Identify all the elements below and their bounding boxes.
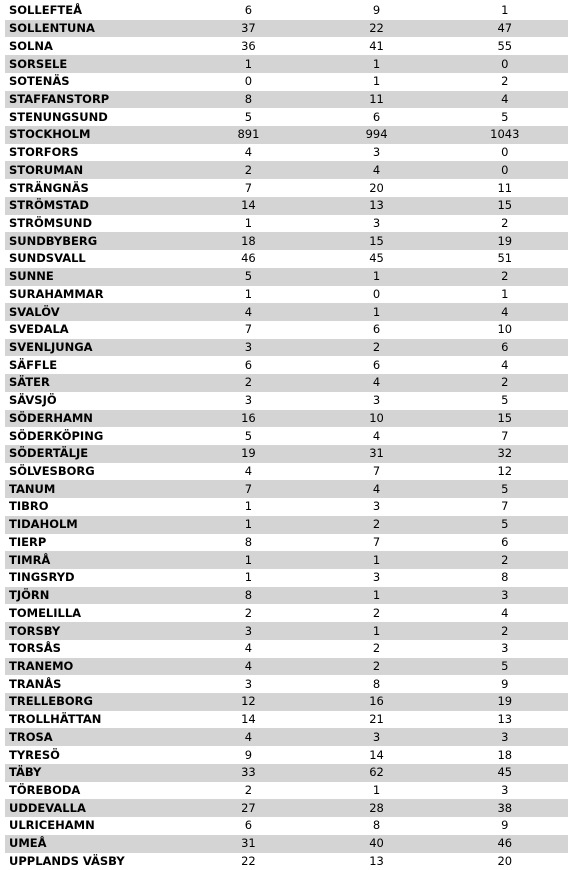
municipality-name-cell: TRELLEBORG [5,693,183,711]
table-row [5,853,568,870]
municipality-name-cell: UPPLANDS VÄSBY [9,853,125,868]
table-row [5,640,568,658]
value-cell-1: 7 [185,480,311,498]
table-row [5,445,568,463]
value-cell-1: 2 [244,605,253,620]
value-cell-1: 6 [244,3,253,18]
table-row [5,20,568,38]
municipality-name-cell: SOTENÄS [9,74,70,89]
value-cell-1: 5 [244,428,253,443]
value-cell-2: 4 [313,161,439,179]
municipality-name-cell: TIERP [9,534,47,549]
table-row [5,728,568,746]
value-cell-1: 7 [244,180,253,195]
value-cell-1: 4 [185,658,311,676]
value-cell-2: 3 [372,499,381,514]
table-row [5,215,568,233]
municipality-name-cell: SORSELE [5,55,183,73]
municipality-name-cell: SVENLJUNGA [5,339,183,357]
value-cell-3: 2 [442,622,568,640]
value-cell-1: 1 [244,570,253,585]
value-cell-3: 2 [501,215,509,230]
value-cell-1: 3 [244,393,253,408]
value-cell-1: 37 [185,20,311,38]
value-cell-3: 51 [497,251,513,266]
table-row [5,480,568,498]
value-cell-1: 46 [241,251,256,266]
value-cell-2: 20 [369,180,384,195]
value-cell-3: 45 [442,764,568,782]
value-cell-3: 55 [497,38,513,53]
municipality-name-cell: TÖREBODA [9,782,81,797]
value-cell-2: 3 [372,393,381,408]
municipality-name-cell: STRÖMSTAD [5,197,183,215]
municipality-name-cell: STRÖMSUND [9,215,92,230]
value-cell-1: 16 [185,410,311,428]
value-cell-3: 4 [442,303,568,321]
value-cell-1: 27 [185,799,311,817]
value-cell-3: 4 [501,605,509,620]
value-cell-2: 2 [313,516,439,534]
value-cell-2: 4 [313,480,439,498]
value-cell-1: 14 [185,197,311,215]
municipality-name-cell: TIMRÅ [5,551,183,569]
table-row [5,144,568,162]
value-cell-2: 1 [313,587,439,605]
value-cell-1: 1 [244,215,253,230]
value-cell-1: 1 [185,516,311,534]
municipality-name-cell: SOLLEFTEÅ [9,3,83,18]
table-row [5,91,568,109]
municipality-name-cell: TORSBY [5,622,183,640]
table-row [5,161,568,179]
table-row [5,799,568,817]
value-cell-2: 6 [372,109,381,124]
municipality-name-cell: ULRICEHAMN [9,818,95,833]
municipality-name-cell: STENUNGSUND [9,109,108,124]
value-cell-1: 8 [185,91,311,109]
municipality-name-cell: SÖDERKÖPING [9,428,104,443]
table-row [5,534,568,552]
value-cell-2: 1 [313,622,439,640]
value-cell-1: 4 [244,145,253,160]
municipality-name-cell: SÖDERHAMN [5,410,183,428]
table-row [5,782,568,800]
value-cell-3: 13 [497,712,513,727]
municipality-name-cell: UMEÅ [5,835,183,853]
municipality-name-cell: SUNDBYBERG [5,232,183,250]
value-cell-3: 3 [501,641,509,656]
value-cell-2: 3 [372,145,381,160]
value-cell-1: 8 [185,587,311,605]
value-cell-3: 32 [442,445,568,463]
municipality-name-cell: TÄBY [5,764,183,782]
value-cell-1: 5 [244,109,253,124]
table-row [5,339,568,357]
municipality-name-cell: TRANÅS [9,676,62,691]
value-cell-2: 7 [372,464,381,479]
table-row [5,658,568,676]
value-cell-3: 1 [501,3,509,18]
value-cell-2: 22 [313,20,439,38]
value-cell-2: 28 [313,799,439,817]
municipality-name-cell: TRANEMO [5,658,183,676]
value-cell-2: 1 [313,268,439,286]
value-cell-3: 2 [501,74,509,89]
value-cell-2: 9 [372,3,381,18]
table-row [5,498,568,516]
value-cell-3: 7 [501,428,509,443]
value-cell-3: 10 [497,322,513,337]
value-cell-2: 14 [369,747,384,762]
table-row [5,427,568,445]
table-row [5,73,568,91]
value-cell-3: 15 [442,197,568,215]
value-cell-2: 10 [313,410,439,428]
value-cell-3: 38 [442,799,568,817]
value-cell-1: 36 [241,38,256,53]
value-cell-1: 6 [244,357,253,372]
value-cell-1: 3 [244,676,253,691]
value-cell-2: 4 [372,428,381,443]
value-cell-1: 1 [244,499,253,514]
value-cell-1: 891 [185,126,311,144]
value-cell-3: 7 [501,499,509,514]
table-row [5,463,568,481]
value-cell-2: 15 [313,232,439,250]
value-cell-3: 5 [501,393,509,408]
value-cell-2: 7 [372,534,381,549]
municipality-name-cell: TANUM [5,480,183,498]
table-row [5,126,568,144]
municipality-name-cell: SOLNA [9,38,53,53]
table-row [5,232,568,250]
municipality-name-cell: TIDAHOLM [5,516,183,534]
value-cell-3: 1043 [442,126,568,144]
value-cell-2: 8 [372,676,381,691]
municipality-name-cell: STRÄNGNÄS [9,180,89,195]
value-cell-3: 19 [442,232,568,250]
value-cell-1: 19 [185,445,311,463]
value-cell-2: 3 [372,570,381,585]
municipality-name-cell: TINGSRYD [9,570,75,585]
value-cell-3: 20 [497,853,513,868]
value-cell-2: 6 [372,357,381,372]
municipality-name-cell: STAFFANSTORP [5,91,183,109]
value-cell-3: 46 [442,835,568,853]
value-cell-3: 47 [442,20,568,38]
value-cell-2: 13 [369,853,384,868]
value-cell-3: 5 [442,480,568,498]
municipality-name-cell: SVALÖV [5,303,183,321]
value-cell-2: 1 [313,551,439,569]
value-cell-1: 31 [185,835,311,853]
table-row [5,835,568,853]
municipality-name-cell: TORSÅS [9,641,61,656]
value-cell-2: 3 [313,728,439,746]
municipality-name-cell: SÖDERTÄLJE [5,445,183,463]
table-row [5,356,568,374]
table-row [5,55,568,73]
value-cell-2: 1 [313,55,439,73]
table-row [5,392,568,410]
value-cell-2: 4 [313,374,439,392]
value-cell-3: 0 [501,145,509,160]
value-cell-1: 0 [244,74,253,89]
value-cell-1: 9 [244,747,253,762]
value-cell-3: 19 [442,693,568,711]
value-cell-1: 1 [185,55,311,73]
table-row [5,569,568,587]
municipality-table [5,2,568,870]
value-cell-3: 0 [442,55,568,73]
table-body [5,2,568,870]
value-cell-3: 12 [497,464,513,479]
value-cell-3: 2 [442,551,568,569]
municipality-name-cell: SÖLVESBORG [9,464,95,479]
value-cell-1: 4 [244,464,253,479]
value-cell-1: 33 [185,764,311,782]
value-cell-1: 14 [241,712,256,727]
value-cell-2: 6 [372,322,381,337]
table-row [5,286,568,304]
value-cell-3: 6 [442,339,568,357]
value-cell-2: 21 [369,712,384,727]
value-cell-3: 3 [442,587,568,605]
table-row [5,268,568,286]
value-cell-3: 3 [501,782,509,797]
value-cell-3: 2 [442,268,568,286]
value-cell-3: 4 [501,357,509,372]
value-cell-1: 1 [244,286,253,301]
municipality-name-cell: TIBRO [9,499,49,514]
municipality-name-cell: SVEDALA [9,322,69,337]
value-cell-3: 3 [442,728,568,746]
value-cell-2: 1 [372,74,381,89]
table-row [5,622,568,640]
table-row [5,675,568,693]
table-row [5,551,568,569]
value-cell-1: 4 [185,728,311,746]
value-cell-2: 1 [372,782,381,797]
table-row [5,516,568,534]
municipality-name-cell: TJÖRN [5,587,183,605]
value-cell-2: 2 [313,658,439,676]
value-cell-3: 5 [442,516,568,534]
value-cell-3: 9 [501,818,509,833]
value-cell-1: 2 [185,374,311,392]
value-cell-3: 2 [442,374,568,392]
table-row [5,374,568,392]
value-cell-2: 13 [313,197,439,215]
table-row [5,2,568,20]
table-row [5,604,568,622]
value-cell-2: 3 [372,215,381,230]
value-cell-2: 2 [313,339,439,357]
value-cell-2: 1 [313,303,439,321]
value-cell-2: 62 [313,764,439,782]
value-cell-1: 2 [244,782,253,797]
table-row [5,711,568,729]
value-cell-1: 18 [185,232,311,250]
value-cell-1: 4 [244,641,253,656]
value-cell-2: 0 [372,286,381,301]
value-cell-3: 9 [501,676,509,691]
value-cell-1: 8 [244,534,253,549]
value-cell-3: 15 [442,410,568,428]
value-cell-2: 8 [372,818,381,833]
value-cell-2: 11 [313,91,439,109]
value-cell-3: 18 [497,747,513,762]
table-row [5,108,568,126]
value-cell-2: 16 [313,693,439,711]
municipality-name-cell: STORFORS [9,145,79,160]
value-cell-1: 3 [185,622,311,640]
value-cell-3: 5 [442,658,568,676]
municipality-name-cell: SUNDSVALL [9,251,86,266]
table-row [5,764,568,782]
municipality-name-cell: SUNNE [5,268,183,286]
value-cell-1: 4 [185,303,311,321]
value-cell-1: 6 [244,818,253,833]
table-row [5,321,568,339]
value-cell-1: 2 [185,161,311,179]
municipality-name-cell: TOMELILLA [9,605,82,620]
value-cell-2: 40 [313,835,439,853]
value-cell-3: 8 [501,570,509,585]
value-cell-1: 5 [185,268,311,286]
municipality-name-cell: TROSA [5,728,183,746]
municipality-name-cell: TROLLHÄTTAN [9,712,102,727]
value-cell-3: 6 [501,534,509,549]
table-row [5,37,568,55]
table-row [5,817,568,835]
value-cell-3: 5 [501,109,509,124]
value-cell-1: 7 [244,322,253,337]
municipality-name-cell: STOCKHOLM [5,126,183,144]
municipality-name-cell: STORUMAN [5,161,183,179]
value-cell-1: 3 [185,339,311,357]
municipality-name-cell: SÄFFLE [9,357,58,372]
value-cell-2: 994 [313,126,439,144]
value-cell-3: 4 [442,91,568,109]
table-row [5,179,568,197]
municipality-name-cell: SURAHAMMAR [9,286,104,301]
value-cell-2: 2 [372,605,381,620]
municipality-name-cell: SOLLENTUNA [5,20,183,38]
table-row [5,197,568,215]
table-row [5,587,568,605]
municipality-name-cell: SÄTER [5,374,183,392]
table-row [5,746,568,764]
value-cell-2: 31 [313,445,439,463]
value-cell-2: 45 [369,251,384,266]
table-row [5,303,568,321]
municipality-name-cell: UDDEVALLA [5,799,183,817]
value-cell-1: 1 [185,551,311,569]
table-row [5,250,568,268]
table-row [5,693,568,711]
value-cell-3: 11 [497,180,513,195]
municipality-name-cell: SÄVSJÖ [9,393,57,408]
value-cell-3: 0 [442,161,568,179]
value-cell-1: 22 [241,853,256,868]
value-cell-3: 1 [501,286,509,301]
value-cell-2: 41 [369,38,384,53]
value-cell-2: 2 [372,641,381,656]
municipality-name-cell: TYRESÖ [9,747,60,762]
table-row [5,410,568,428]
value-cell-1: 12 [185,693,311,711]
